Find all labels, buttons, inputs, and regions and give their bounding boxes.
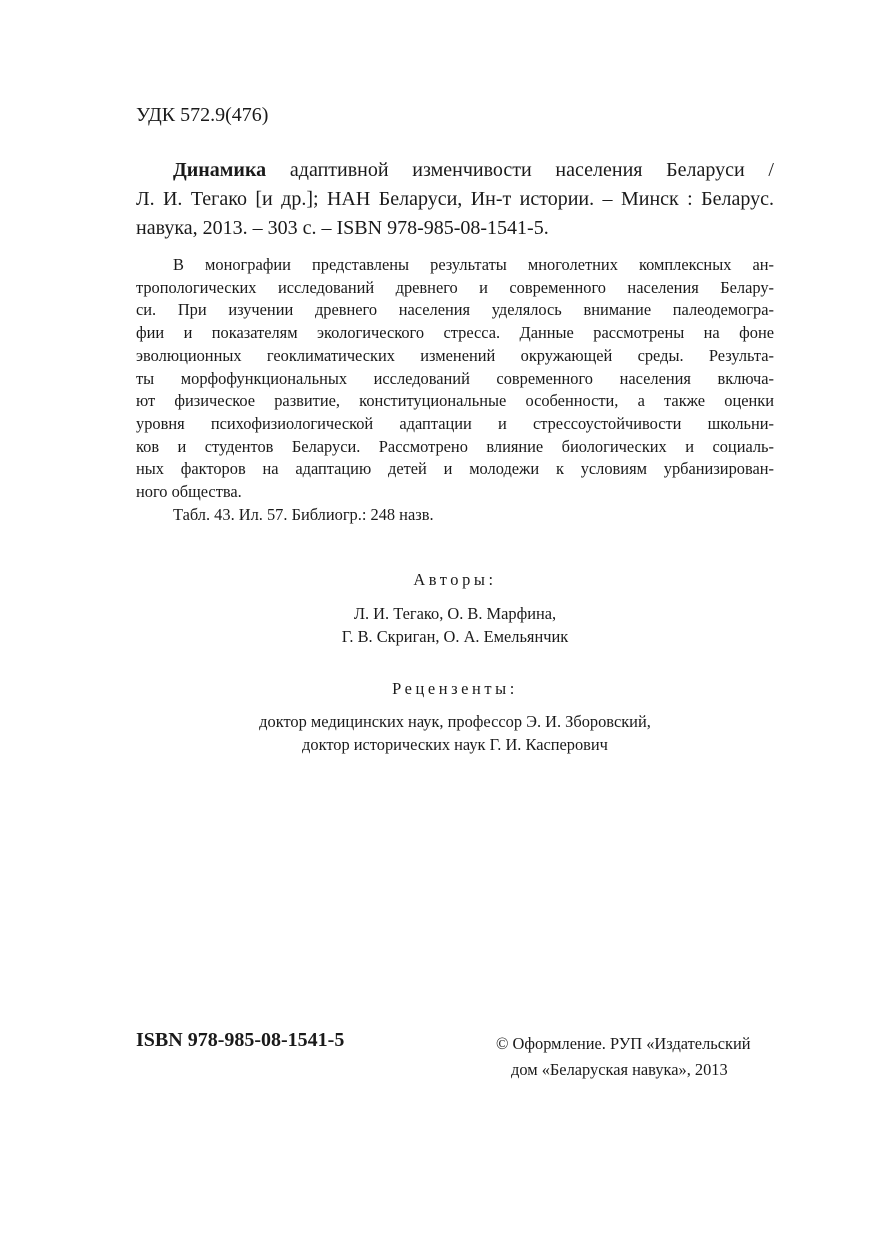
authors-heading: Авторы:	[413, 570, 497, 589]
udc-code: УДК 572.9(476)	[136, 104, 269, 126]
reviewers-heading: Рецензенты:	[392, 679, 518, 698]
authors-list	[136, 602, 774, 648]
annotation	[136, 254, 774, 526]
annotation-stats: Табл. 43. Ил. 57. Библиогр.: 248 назв.	[173, 504, 434, 524]
authors-line-2: Г. В. Скриган, О. А. Емельянчик	[341, 627, 569, 646]
annotation-line: ют физическое развитие, конституциональные особенности, а также оценки	[136, 391, 774, 411]
annotation-line: си. При изучении древнего населения уделялось внимание палеодемогра-	[136, 300, 774, 320]
reviewers-list	[136, 710, 774, 756]
authors-line-1: Л. И. Тегако, О. В. Марфина,	[353, 604, 557, 623]
annotation-line: эволюционных геоклиматических изменений окружающей среды. Результа-	[136, 345, 774, 365]
annotation-line: уровня психофизиологической адаптации и стрессоустойчивости школьни-	[136, 413, 774, 433]
annotation-line: ты морфофункциональных исследований современного населения включа-	[136, 368, 774, 388]
reviewers-line-1: доктор медицинских наук, профессор Э. И. Зборовский,	[259, 712, 651, 731]
biblio-line-1	[136, 156, 774, 185]
copyright-notice	[496, 1031, 786, 1083]
biblio-line-2: Л. И. Тегако [и др.]; НАН Беларуси, Ин-т истории. – Минск : Беларус.	[136, 188, 774, 210]
biblio-title-bold: Динамика	[173, 159, 267, 181]
biblio-line-3: навука, 2013. – 303 с. – ISBN 978-985-08-1541-5.	[136, 217, 549, 239]
copyright-line-2: дом «Беларуская навука», 2013	[511, 1060, 728, 1079]
annotation-line: В монографии представлены результаты многолетних комплексных ан-	[173, 255, 774, 274]
annotation-line: ного общества.	[136, 482, 242, 502]
bibliographic-record	[136, 156, 774, 243]
isbn: ISBN 978-985-08-1541-5	[136, 1029, 345, 1051]
annotation-line: ных факторов на адаптацию детей и молодежи к условиям урбанизирован-	[136, 459, 774, 479]
annotation-line: тропологических исследований древнего и современного населения Белару-	[136, 277, 774, 297]
annotation-line: ков и студентов Беларуси. Рассмотрено влияние биологических и социаль-	[136, 436, 774, 456]
copyright-line-1: © Оформление. РУП «Издательский	[496, 1034, 751, 1053]
biblio-title-rest: адаптивной изменчивости населения Беларуси /	[266, 159, 774, 181]
reviewers-line-2: доктор исторических наук Г. И. Касперович	[302, 735, 608, 754]
annotation-line: фии и показателям экологического стресса. Данные рассмотрены на фоне	[136, 323, 774, 343]
